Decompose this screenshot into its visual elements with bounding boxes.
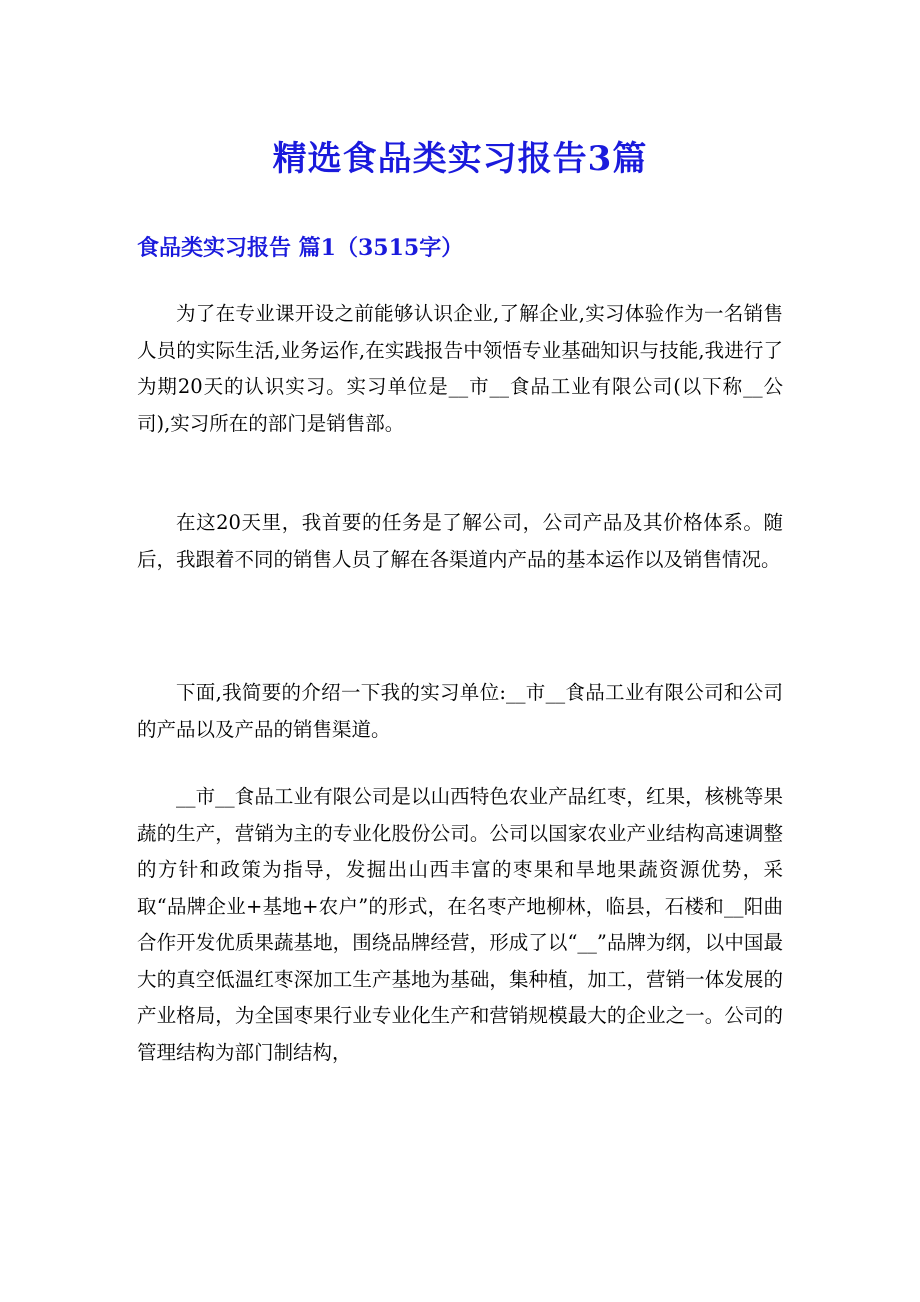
section-heading: 食品类实习报告 篇1（3515字） bbox=[137, 235, 464, 261]
document-title: 精选食品类实习报告3篇 bbox=[272, 139, 648, 179]
paragraph-tasks: 在这20天里，我首要的任务是了解公司，公司产品及其价格体系。随后，我跟着不同的销售人员了解在各渠道内产品的基本运作以及销售情况。 bbox=[137, 511, 783, 571]
paragraph-intro: 为了在专业课开设之前能够认识企业,了解企业,实习体验作为一名销售人员的实际生活,业务运作,在实践报告中领悟专业基础知识与技能,我进行了为期20天的认识实习。实习单位是__市__食品工业有限公司(以下称__公司),实习所在的部门是销售部。 bbox=[137, 302, 783, 435]
paragraph-company-profile: __市__食品工业有限公司是以山西特色农业产品红枣，红果，核桃等果蔬的生产，营销为主的专业化股份公司。公司以国家农业产业结构高速调整的方针和政策为指导，发掘出山西丰富的枣果和旱地果蔬资源优势，采取“品牌企业+基地+农户”的形式，在名枣产地柳林，临县，石楼和__阳曲合作开发优质果蔬基地，围绕品牌经营，形成了以“__”品牌为纲，以中国最大的真空低温红枣深加工生产基地为基础，集种植，加工，营销一体发展的产业格局，为全国枣果行业专业化生产和营销规模最大的企业之一。公司的管理结构为部门制结构， bbox=[137, 785, 783, 1064]
paragraph-company-intro: 下面,我简要的介绍一下我的实习单位:__市__食品工业有限公司和公司的产品以及产品的销售渠道。 bbox=[137, 681, 783, 741]
